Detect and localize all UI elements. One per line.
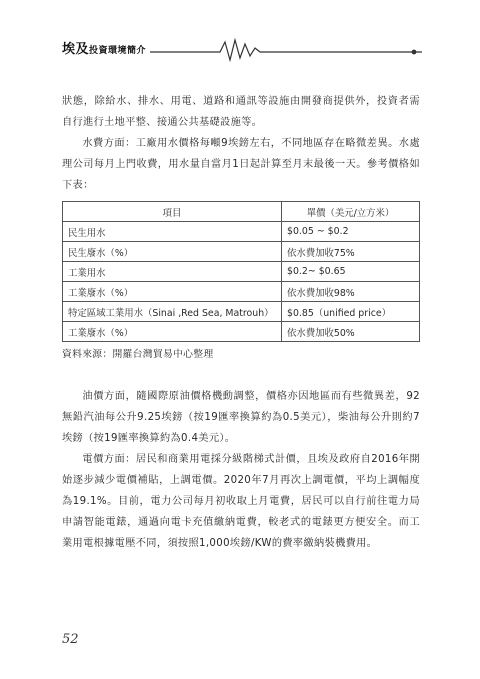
table-cell-price: $0.05 ~ $0.2 (282, 222, 420, 242)
table-cell-item: 特定區域工業用水（Sinai ,Red Sea, Matrouh） (63, 302, 282, 322)
table-row (63, 322, 420, 342)
table-source-note: 資料來源：開羅台灣貿易中心整理 (62, 349, 214, 360)
table-row (63, 262, 420, 282)
paragraph-infrastructure: 狀態，除給水、排水、用電、道路和通訊等設施由開發商提供外，投資者需自行進行土地平整、接通公共基礎設施等。 (62, 96, 420, 128)
table-cell-item: 工業廢水（%） (63, 322, 282, 342)
table-cell-item: 工業用水 (63, 262, 282, 282)
page-number: 52 (62, 632, 79, 647)
paragraph-electricity: 電價方面：居民和商業用電採分級階梯式計價，且埃及政府自2016年開始逐步減少電價補貼，上調電價。2020年7月再次上調電價，平均上調幅度為19.1%。目前，電力公司每月初收取上月電費，居民可以自行前往電力局申請智能電錶，通過向電卡充值繳納電費，較老式的電錶更方便安全。而工業用電根據電壓不同，須按照1,000埃鎊/KW的費率繳納裝機費用。 (62, 454, 420, 549)
spacer (62, 360, 420, 386)
table-row (63, 302, 420, 322)
table-cell-price: $0.2~ $0.65 (282, 262, 420, 282)
water-price-table (62, 201, 420, 342)
paragraph-oil-prices: 油價方面，隨國際原油價格機動調整，價格亦因地區而有些微異差，92無鉛汽油每公升9.25埃鎊（按19匯率換算約為0.5美元），柴油每公升則約7埃鎊（按19匯率換算約為0.4美元）。 (62, 391, 420, 444)
table-cell-item: 民生廢水（%） (63, 242, 282, 262)
table-cell-item: 工業廢水（%） (63, 282, 282, 302)
table-header-price: 單價（美元/立方米） (282, 202, 420, 222)
table-header-item: 項目 (63, 202, 282, 222)
running-header (62, 34, 422, 62)
table-header-row (63, 202, 420, 222)
table-row (63, 242, 420, 262)
table-row (63, 282, 420, 302)
table-cell-price: 依水費加收98% (282, 282, 420, 302)
table-cell-item: 民生用水 (63, 222, 282, 242)
header-title-big: 埃及 (62, 42, 90, 57)
table-cell-price: $0.85（unified price） (282, 302, 420, 322)
header-title (62, 38, 150, 57)
table-row (63, 222, 420, 242)
paragraph-water-fees: 水費方面：工廠用水價格每噸9埃鎊左右，不同地區存在略微差異。水處理公司每月上門收費，用水量自當月1日起計算至月末最後一天。參考價格如下表： (62, 138, 420, 191)
table-cell-price: 依水費加收75% (282, 242, 420, 262)
header-title-small: 投資環境簡介 (89, 46, 147, 56)
table-cell-price: 依水費加收50% (282, 322, 420, 342)
page-body (62, 91, 420, 554)
